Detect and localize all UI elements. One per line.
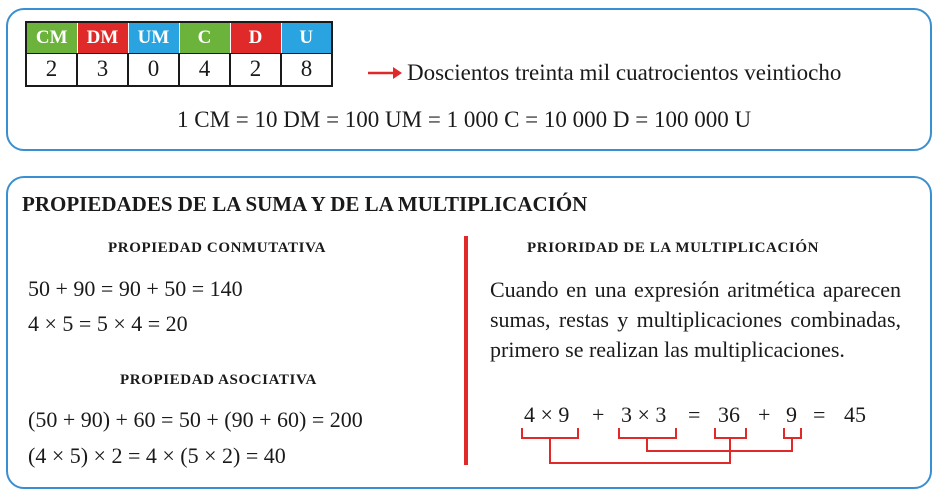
expr-equals-2: = xyxy=(813,402,826,427)
header-um: UM xyxy=(128,22,179,53)
commutative-sum-example: 50 + 90 = 90 + 50 = 140 xyxy=(28,276,243,301)
associative-product-example: (4 × 5) × 2 = 4 × (5 × 2) = 40 xyxy=(28,443,286,468)
number-in-words: Doscientos treinta mil cuatrocientos veintiocho xyxy=(407,60,842,85)
associative-title: PROPIEDAD ASOCIATIVA xyxy=(120,372,317,388)
properties-title: PROPIEDADES DE LA SUMA Y DE LA MULTIPLICACIÓN xyxy=(22,192,588,216)
digit-dm: 3 xyxy=(77,53,128,86)
header-c: C xyxy=(179,22,230,53)
right-arrow-icon xyxy=(367,63,403,83)
expr-term-2: 3 × 3 xyxy=(621,402,667,427)
digit-c: 4 xyxy=(179,53,230,86)
header-cm: CM xyxy=(26,22,77,53)
place-value-digit-row xyxy=(26,53,332,86)
digit-um: 0 xyxy=(128,53,179,86)
column-divider xyxy=(464,236,468,465)
header-dm: DM xyxy=(77,22,128,53)
priority-description: Cuando en una expresión aritmética aparecen sumas, restas y multiplicaciones combinadas, primero se realizan las multiplicaciones. xyxy=(490,277,901,362)
expr-plus-2: + xyxy=(758,402,771,427)
unit-equivalence: 1 CM = 10 DM = 100 UM = 1 000 C = 10 000 D = 100 000 U xyxy=(177,107,752,132)
header-u: U xyxy=(281,22,332,53)
priority-title: PRIORIDAD DE LA MULTIPLICACIÓN xyxy=(527,240,820,256)
expr-result-2: 9 xyxy=(786,402,797,427)
expr-plus-1: + xyxy=(592,402,605,427)
place-value-table xyxy=(25,21,333,87)
expr-result-1: 36 xyxy=(718,402,740,427)
expr-final-result: 45 xyxy=(844,402,866,427)
expr-term-1: 4 × 9 xyxy=(524,402,570,427)
digit-u: 8 xyxy=(281,53,332,86)
digit-d: 2 xyxy=(230,53,281,86)
digit-cm: 2 xyxy=(26,53,77,86)
header-d: D xyxy=(230,22,281,53)
place-value-header-row xyxy=(26,22,332,53)
expr-equals-1: = xyxy=(688,402,701,427)
commutative-title: PROPIEDAD CONMUTATIVA xyxy=(108,240,327,256)
commutative-product-example: 4 × 5 = 5 × 4 = 20 xyxy=(28,311,188,336)
associative-sum-example: (50 + 90) + 60 = 50 + (90 + 60) = 200 xyxy=(28,407,363,432)
